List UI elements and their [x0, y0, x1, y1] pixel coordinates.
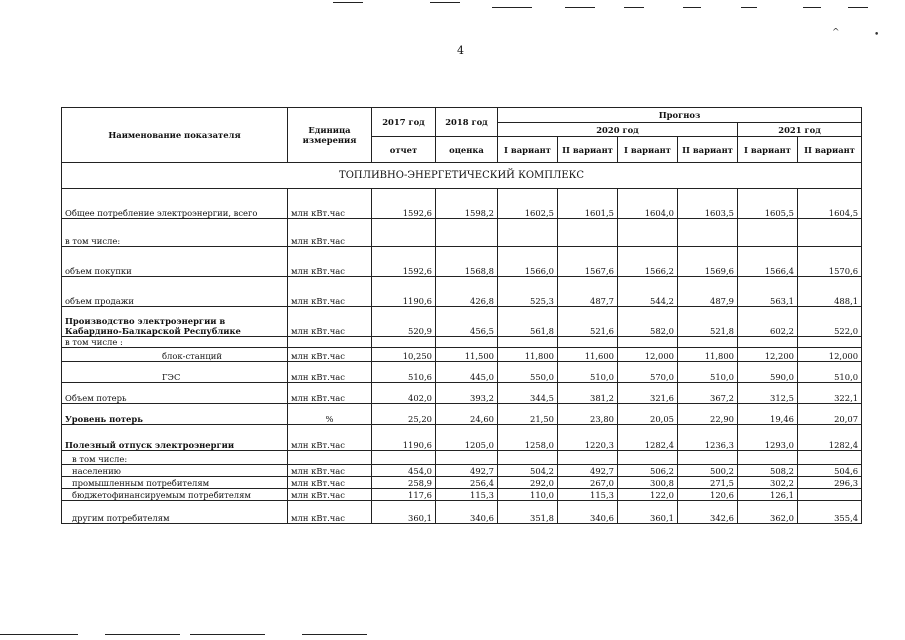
value-cell: 1592,6: [372, 189, 436, 219]
value-cell: 1601,5: [558, 189, 618, 219]
header-report: отчет: [372, 137, 436, 163]
value-cell: [798, 219, 862, 247]
value-cell: [372, 451, 436, 465]
table-row: [62, 307, 862, 337]
value-cell: 344,5: [498, 383, 558, 404]
header-variant-2: II вариант: [678, 137, 738, 163]
scan-mark: [683, 7, 701, 8]
table-row: [62, 277, 862, 307]
indicator-name: Производство электроэнергии в Кабардино-Балкарской Республике: [62, 307, 288, 337]
indicator-name: промышленным потребителям: [62, 477, 288, 489]
value-cell: 504,6: [798, 465, 862, 477]
value-cell: 1190,6: [372, 277, 436, 307]
value-cell: 296,3: [798, 477, 862, 489]
indicator-name: в том числе :: [62, 337, 288, 348]
value-cell: 360,1: [372, 501, 436, 524]
indicator-unit: млн кВт.час: [288, 247, 372, 277]
header-2020: 2020 год: [498, 123, 738, 137]
value-cell: 360,1: [618, 501, 678, 524]
header-variant-2: II вариант: [798, 137, 862, 163]
indicator-unit: млн кВт.час: [288, 277, 372, 307]
value-cell: 1592,6: [372, 247, 436, 277]
indicator-unit: млн кВт.час: [288, 307, 372, 337]
value-cell: 1190,6: [372, 425, 436, 451]
indicator-unit: [288, 337, 372, 348]
value-cell: 563,1: [738, 277, 798, 307]
header-2017: 2017 год: [372, 108, 436, 137]
value-cell: 25,20: [372, 404, 436, 425]
indicator-name: Общее потребление электроэнергии, всего: [62, 189, 288, 219]
value-cell: 120,6: [678, 489, 738, 501]
value-cell: 117,6: [372, 489, 436, 501]
scan-mark: [105, 634, 180, 635]
value-cell: [558, 337, 618, 348]
table-row: [62, 219, 862, 247]
value-cell: 355,4: [798, 501, 862, 524]
value-cell: [372, 219, 436, 247]
value-cell: 1258,0: [498, 425, 558, 451]
value-cell: 487,7: [558, 277, 618, 307]
value-cell: [498, 451, 558, 465]
scan-mark: [492, 7, 532, 8]
value-cell: 602,2: [738, 307, 798, 337]
header-name: Наименование показателя: [62, 108, 288, 163]
value-cell: 426,8: [436, 277, 498, 307]
value-cell: 1236,3: [678, 425, 738, 451]
value-cell: 267,0: [558, 477, 618, 489]
table-row: [62, 451, 862, 465]
indicator-name: другим потребителям: [62, 501, 288, 524]
value-cell: [618, 451, 678, 465]
header-2021: 2021 год: [738, 123, 862, 137]
value-cell: 23,80: [558, 404, 618, 425]
value-cell: [738, 219, 798, 247]
indicator-name: блок-станций: [62, 348, 288, 362]
value-cell: [498, 337, 558, 348]
indicator-name: объем продажи: [62, 277, 288, 307]
table-row: [62, 337, 862, 348]
value-cell: 1570,6: [798, 247, 862, 277]
value-cell: 292,0: [498, 477, 558, 489]
table-row: [62, 501, 862, 524]
value-cell: 11,800: [498, 348, 558, 362]
value-cell: 550,0: [498, 362, 558, 383]
value-cell: 312,5: [738, 383, 798, 404]
value-cell: [558, 219, 618, 247]
scan-mark: [565, 7, 595, 8]
indicator-unit: млн кВт.час: [288, 465, 372, 477]
value-cell: 510,0: [798, 362, 862, 383]
value-cell: 525,3: [498, 277, 558, 307]
table-row: [62, 404, 862, 425]
indicator-unit: млн кВт.час: [288, 477, 372, 489]
value-cell: 393,2: [436, 383, 498, 404]
value-cell: 1598,2: [436, 189, 498, 219]
value-cell: 115,3: [436, 489, 498, 501]
scan-mark: [430, 2, 460, 3]
value-cell: 1604,5: [798, 189, 862, 219]
scan-mark: [803, 7, 821, 8]
indicator-unit: млн кВт.час: [288, 189, 372, 219]
indicator-unit: млн кВт.час: [288, 362, 372, 383]
value-cell: [798, 489, 862, 501]
header-variant-1: I вариант: [618, 137, 678, 163]
scan-mark: [0, 634, 78, 635]
value-cell: 321,6: [618, 383, 678, 404]
indicator-name: в том числе:: [62, 451, 288, 465]
value-cell: 1205,0: [436, 425, 498, 451]
header-unit: Единица измерения: [288, 108, 372, 163]
value-cell: 454,0: [372, 465, 436, 477]
indicator-name: Объем потерь: [62, 383, 288, 404]
value-cell: 1566,0: [498, 247, 558, 277]
value-cell: 21,50: [498, 404, 558, 425]
value-cell: 300,8: [618, 477, 678, 489]
value-cell: 22,90: [678, 404, 738, 425]
header-variant-1: I вариант: [498, 137, 558, 163]
value-cell: 11,600: [558, 348, 618, 362]
value-cell: 12,000: [798, 348, 862, 362]
value-cell: 508,2: [738, 465, 798, 477]
indicator-name: бюджетофинансируемым потребителям: [62, 489, 288, 501]
value-cell: 488,1: [798, 277, 862, 307]
indicator-unit: %: [288, 404, 372, 425]
value-cell: 1566,2: [618, 247, 678, 277]
value-cell: 1569,6: [678, 247, 738, 277]
value-cell: [618, 337, 678, 348]
value-cell: 521,6: [558, 307, 618, 337]
indicator-unit: млн кВт.час: [288, 501, 372, 524]
value-cell: 561,8: [498, 307, 558, 337]
value-cell: 258,9: [372, 477, 436, 489]
table-row: [62, 247, 862, 277]
value-cell: [436, 451, 498, 465]
scan-speck: ^: [832, 28, 840, 38]
value-cell: [738, 451, 798, 465]
indicator-unit: млн кВт.час: [288, 383, 372, 404]
value-cell: [558, 451, 618, 465]
value-cell: [618, 219, 678, 247]
value-cell: [498, 219, 558, 247]
indicator-name: ГЭС: [62, 362, 288, 383]
value-cell: 504,2: [498, 465, 558, 477]
indicator-unit: млн кВт.час: [288, 425, 372, 451]
indicator-name: в том числе:: [62, 219, 288, 247]
table-row: [62, 383, 862, 404]
value-cell: 582,0: [618, 307, 678, 337]
value-cell: 10,250: [372, 348, 436, 362]
value-cell: 271,5: [678, 477, 738, 489]
value-cell: 24,60: [436, 404, 498, 425]
value-cell: 521,8: [678, 307, 738, 337]
value-cell: [678, 219, 738, 247]
value-cell: 340,6: [436, 501, 498, 524]
value-cell: 445,0: [436, 362, 498, 383]
scan-mark: [741, 7, 757, 8]
table-row: [62, 465, 862, 477]
value-cell: 256,4: [436, 477, 498, 489]
value-cell: 19,46: [738, 404, 798, 425]
indicator-unit: млн кВт.час: [288, 219, 372, 247]
value-cell: 544,2: [618, 277, 678, 307]
value-cell: 1282,4: [618, 425, 678, 451]
value-cell: 1566,4: [738, 247, 798, 277]
value-cell: 487,9: [678, 277, 738, 307]
value-cell: [738, 337, 798, 348]
value-cell: [798, 337, 862, 348]
value-cell: 402,0: [372, 383, 436, 404]
indicator-name: Уровень потерь: [62, 404, 288, 425]
indicator-unit: млн кВт.час: [288, 489, 372, 501]
table-row: [62, 489, 862, 501]
indicator-name: объем покупки: [62, 247, 288, 277]
value-cell: 20,05: [618, 404, 678, 425]
value-cell: 492,7: [436, 465, 498, 477]
value-cell: 1567,6: [558, 247, 618, 277]
value-cell: 520,9: [372, 307, 436, 337]
indicator-unit: млн кВт.час: [288, 348, 372, 362]
scan-mark: [624, 7, 644, 8]
value-cell: 322,1: [798, 383, 862, 404]
value-cell: 1604,0: [618, 189, 678, 219]
value-cell: 510,0: [558, 362, 618, 383]
value-cell: 381,2: [558, 383, 618, 404]
value-cell: 1220,3: [558, 425, 618, 451]
value-cell: 122,0: [618, 489, 678, 501]
value-cell: 126,1: [738, 489, 798, 501]
indicator-name: Полезный отпуск электроэнергии: [62, 425, 288, 451]
value-cell: 12,000: [618, 348, 678, 362]
header-variant-2: II вариант: [558, 137, 618, 163]
value-cell: [678, 451, 738, 465]
page-number: 4: [457, 44, 464, 57]
value-cell: 342,6: [678, 501, 738, 524]
table-row: [62, 477, 862, 489]
value-cell: 456,5: [436, 307, 498, 337]
table-row: [62, 348, 862, 362]
value-cell: [372, 337, 436, 348]
value-cell: 367,2: [678, 383, 738, 404]
header-forecast: Прогноз: [498, 108, 862, 123]
scan-speck: •: [874, 30, 880, 40]
value-cell: 1568,8: [436, 247, 498, 277]
value-cell: 1293,0: [738, 425, 798, 451]
header-estimate: оценка: [436, 137, 498, 163]
value-cell: 12,200: [738, 348, 798, 362]
section-title: ТОПЛИВНО-ЭНЕРГЕТИЧЕСКИЙ КОМПЛЕКС: [62, 163, 862, 189]
value-cell: 362,0: [738, 501, 798, 524]
value-cell: 115,3: [558, 489, 618, 501]
table-row: [62, 362, 862, 383]
scan-mark: [190, 634, 265, 635]
value-cell: 351,8: [498, 501, 558, 524]
value-cell: 506,2: [618, 465, 678, 477]
value-cell: 510,6: [372, 362, 436, 383]
scan-mark: [848, 7, 868, 8]
scan-mark: [302, 634, 367, 635]
indicator-name: населению: [62, 465, 288, 477]
value-cell: 510,0: [678, 362, 738, 383]
value-cell: [798, 451, 862, 465]
value-cell: 522,0: [798, 307, 862, 337]
indicator-unit: [288, 451, 372, 465]
value-cell: 20,07: [798, 404, 862, 425]
value-cell: 11,500: [436, 348, 498, 362]
value-cell: 1603,5: [678, 189, 738, 219]
table-row: [62, 425, 862, 451]
header-variant-1: I вариант: [738, 137, 798, 163]
header-2018: 2018 год: [436, 108, 498, 137]
value-cell: 590,0: [738, 362, 798, 383]
value-cell: 302,2: [738, 477, 798, 489]
indicators-table: [61, 107, 862, 524]
value-cell: 110,0: [498, 489, 558, 501]
value-cell: 500,2: [678, 465, 738, 477]
value-cell: 1282,4: [798, 425, 862, 451]
value-cell: 11,800: [678, 348, 738, 362]
value-cell: 1602,5: [498, 189, 558, 219]
scan-mark: [333, 2, 363, 3]
value-cell: 1605,5: [738, 189, 798, 219]
value-cell: [436, 219, 498, 247]
value-cell: 492,7: [558, 465, 618, 477]
value-cell: 340,6: [558, 501, 618, 524]
value-cell: [678, 337, 738, 348]
value-cell: [436, 337, 498, 348]
table-row: [62, 189, 862, 219]
value-cell: 570,0: [618, 362, 678, 383]
